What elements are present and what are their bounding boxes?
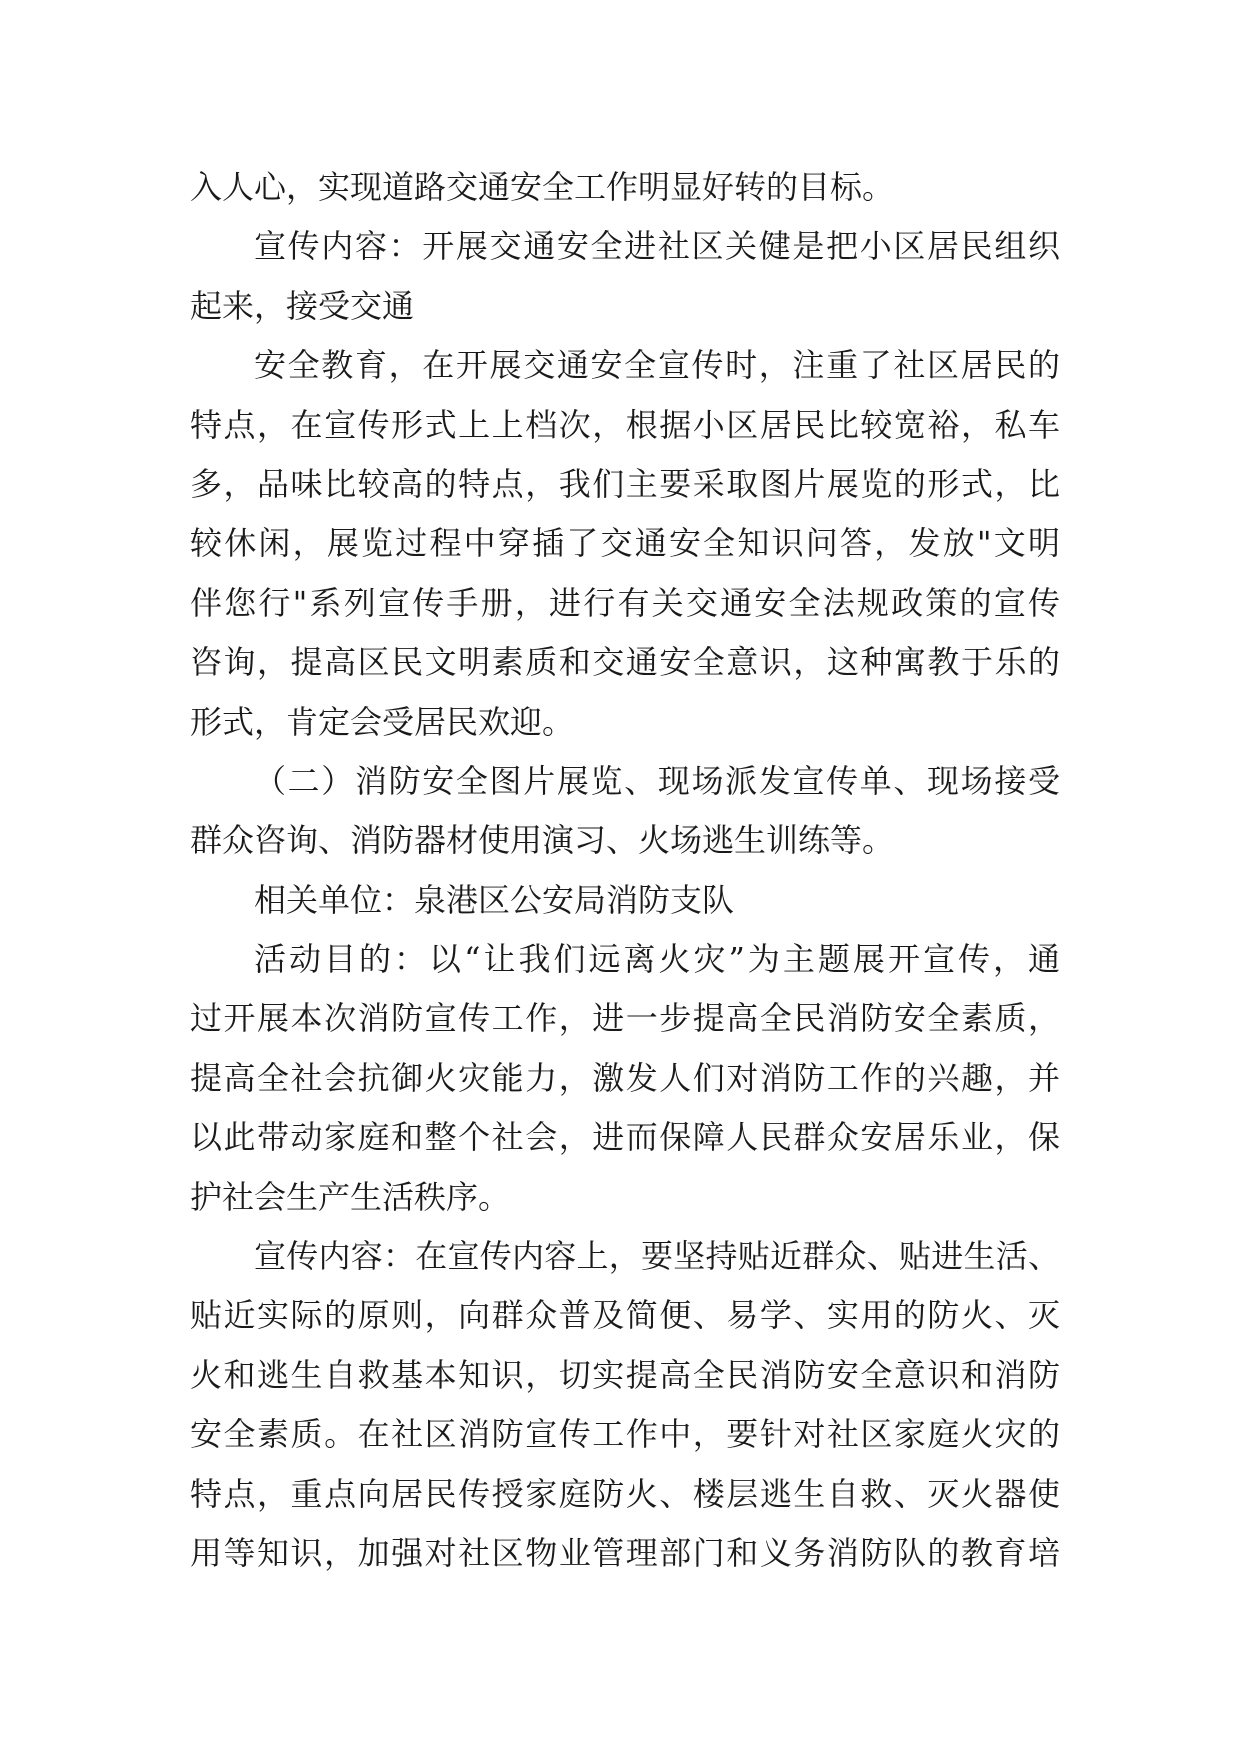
- text-line: 贴近实际的原则，向群众普及简便、易学、实用的防火、灭: [190, 1296, 1060, 1335]
- text-line: 咨询，提高区民文明素质和交通安全意识，这种寓教于乐的: [190, 643, 1060, 682]
- text-line: 入人心，实现道路交通安全工作明显好转的目标。: [190, 168, 895, 206]
- text-line: 护社会生产生活秩序。: [190, 1177, 511, 1216]
- text-line: 起来，接受交通: [190, 286, 415, 325]
- text-line: 提高全社会抗御火灾能力，激发人们对消防工作的兴趣，并: [190, 1058, 1060, 1097]
- text-line: 安全素质。在社区消防宣传工作中，要针对社区家庭火灾的: [190, 1415, 1060, 1454]
- text-line: 过开展本次消防宣传工作，进一步提高全民消防安全素质，: [190, 999, 1060, 1038]
- text-line: 伴您行"系列宣传手册，进行有关交通安全法规政策的宣传: [190, 583, 1060, 622]
- text-line: 群众咨询、消防器材使用演习、火场逃生训练等。: [190, 821, 895, 860]
- text-line: 活动目的：以“让我们远离火灾”为主题展开宣传，通: [254, 940, 1060, 979]
- text-line: 多，品味比较高的特点，我们主要采取图片展览的形式，比: [190, 464, 1060, 503]
- text-line: 相关单位：泉港区公安局消防支队: [254, 880, 735, 919]
- text-line: 安全教育，在开展交通安全宣传时，注重了社区居民的: [254, 346, 1060, 385]
- text-line: 宣传内容：开展交通安全进社区关健是把小区居民组织: [254, 227, 1060, 266]
- document-page: [190, 158, 1060, 1583]
- text-line: 火和逃生自救基本知识，切实提高全民消防安全意识和消防: [190, 1355, 1060, 1394]
- text-line: 宣传内容：在宣传内容上，要坚持贴近群众、贴进生活、: [254, 1237, 1060, 1276]
- text-line: 以此带动家庭和整个社会，进而保障人民群众安居乐业，保: [190, 1118, 1060, 1157]
- text-line: 特点，在宣传形式上上档次，根据小区居民比较宽裕，私车: [190, 405, 1060, 444]
- text-line: 较休闲，展览过程中穿插了交通安全知识问答，发放"文明: [190, 524, 1060, 563]
- text-line: 形式，肯定会受居民欢迎。: [190, 702, 575, 741]
- text-line: 用等知识，加强对社区物业管理部门和义务消防队的教育培: [190, 1533, 1060, 1572]
- text-line: （二）消防安全图片展览、现场派发宣传单、现场接受: [254, 761, 1060, 800]
- text-line: 特点，重点向居民传授家庭防火、楼层逃生自救、灭火器使: [190, 1474, 1060, 1513]
